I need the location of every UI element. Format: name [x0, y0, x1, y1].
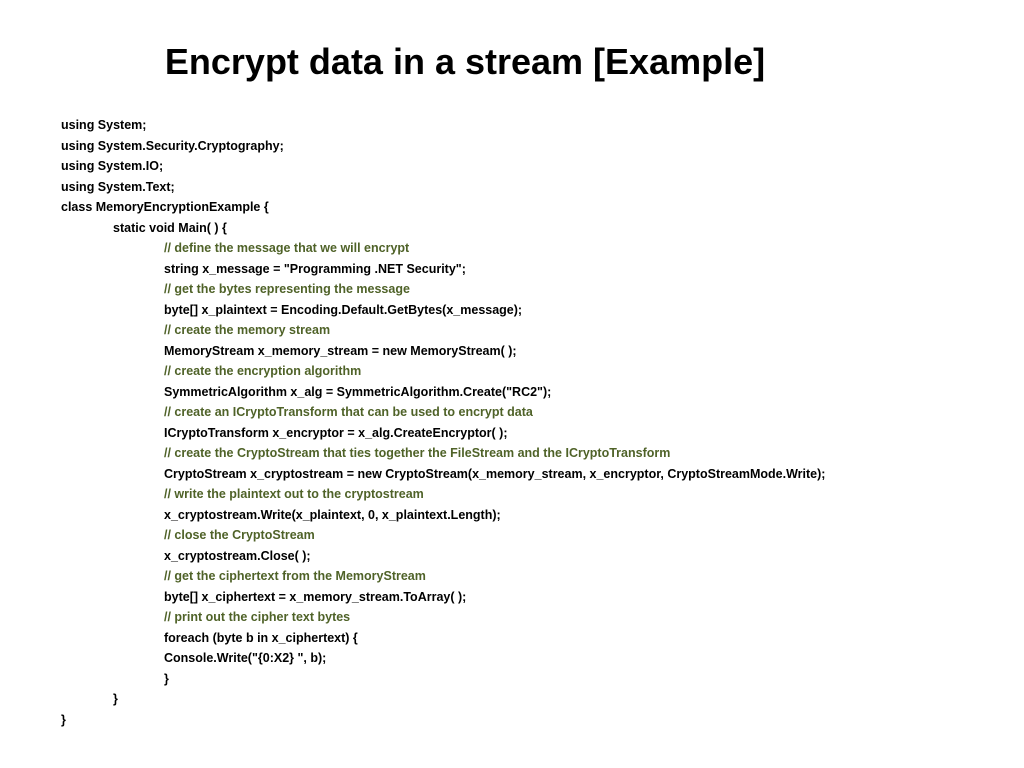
- code-line: using System.Security.Cryptography;: [61, 138, 284, 153]
- code-comment-line: // create the encryption algorithm: [164, 364, 362, 378]
- code-line: using System.Text;: [61, 179, 175, 194]
- code-line: }: [164, 671, 169, 686]
- code-line: MemoryStream x_memory_stream = new MemoryStream( );: [164, 343, 517, 358]
- slide-title: Encrypt data in a stream [Example]: [164, 41, 766, 82]
- code-line: byte[] x_ciphertext = x_memory_stream.ToArray( );: [164, 589, 467, 604]
- code-line: class MemoryEncryptionExample {: [61, 200, 269, 214]
- code-comment-line: // close the CryptoStream: [164, 528, 315, 542]
- code-line: foreach (byte b in x_ciphertext) {: [164, 630, 358, 645]
- code-line: CryptoStream x_cryptostream = new CryptoStream(x_memory_stream, x_encryptor, CryptoStreamMode.Write);: [164, 466, 826, 481]
- code-comment-line: // print out the cipher text bytes: [164, 610, 351, 624]
- code-line: using System;: [61, 118, 147, 132]
- code-comment-line: // write the plaintext out to the cryptostream: [164, 487, 424, 501]
- code-line: byte[] x_plaintext = Encoding.Default.GetBytes(x_message);: [164, 302, 523, 317]
- code-line: string x_message = "Programming .NET Security";: [164, 261, 466, 276]
- code-line: Console.Write("{0:X2} ", b);: [164, 651, 327, 665]
- code-line: }: [113, 692, 118, 706]
- code-line: }: [61, 712, 66, 727]
- code-listing: [61, 115, 825, 730]
- code-line: using System.IO;: [61, 159, 164, 173]
- code-comment-line: // get the bytes representing the message: [164, 282, 410, 296]
- code-comment-line: // create the CryptoStream that ties together the FileStream and the ICryptoTransform: [164, 446, 671, 460]
- code-comment-line: // create the memory stream: [164, 323, 331, 337]
- code-comment-line: // define the message that we will encrypt: [164, 241, 410, 255]
- code-comment-line: // get the ciphertext from the MemoryStream: [164, 569, 426, 583]
- code-comment-line: // create an ICryptoTransform that can be used to encrypt data: [164, 405, 533, 419]
- code-line: ICryptoTransform x_encryptor = x_alg.CreateEncryptor( );: [164, 425, 508, 440]
- code-line: static void Main( ) {: [113, 220, 227, 235]
- code-line: x_cryptostream.Write(x_plaintext, 0, x_plaintext.Length);: [164, 507, 501, 522]
- code-line: x_cryptostream.Close( );: [164, 548, 311, 563]
- code-line: SymmetricAlgorithm x_alg = SymmetricAlgorithm.Create("RC2");: [164, 384, 552, 399]
